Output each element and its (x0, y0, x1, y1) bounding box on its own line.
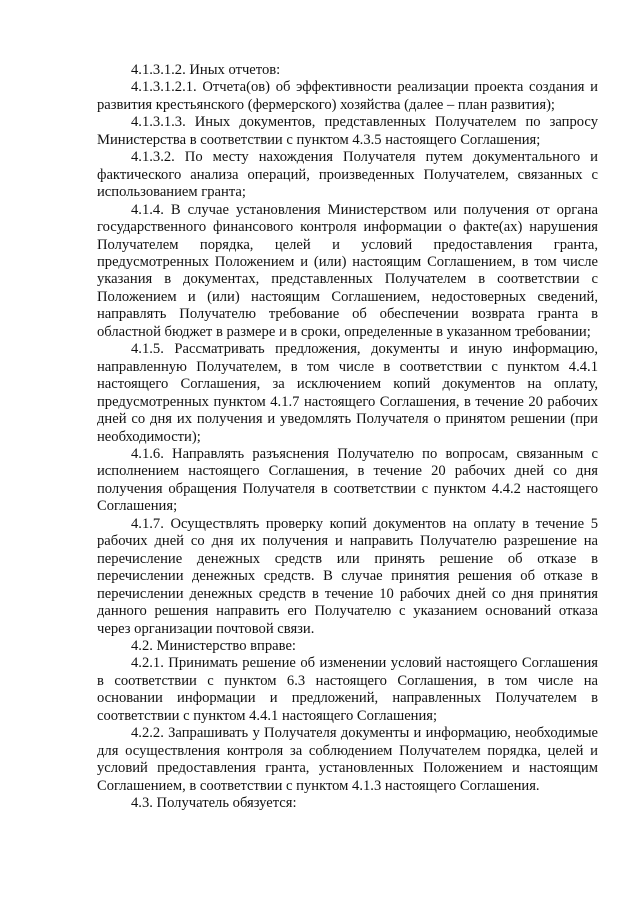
document-page (97, 62, 598, 812)
paragraph-4-1-3-1-2-1: 4.1.3.1.2.1. Отчета(ов) об эффективности реализации проекта создания и развития крестьянского (фермерского) хозяйства (далее – план развития); (97, 79, 598, 113)
paragraph-4-1-5: 4.1.5. Рассматривать предложения, документы и иную информацию, направленную Получателем, в том числе в соответствии с пунктом 4.4.1 настоящего Соглашения, за исключением копий документов на оплату, предусмотренных пунктом 4.1.7 настоящего Соглашения, в течение 20 рабочих дней со дня их получения и уведомлять Получателя о принятом решении (при необходимости); (97, 341, 598, 445)
paragraph-4-1-7: 4.1.7. Осуществлять проверку копий документов на оплату в течение 5 рабочих дней со дня их получения и направить Получателю разрешение на перечисление денежных средств или принять решение об отказе в перечислении денежных средств. В случае принятия решения об отказе в перечислении денежных средств в течение 10 рабочих дней со дня принятия данного решения направить его Получателю с указанием оснований отказа через организации почтовой связи. (97, 515, 598, 637)
paragraph-4-1-4: 4.1.4. В случае установления Министерством или получения от органа государственного финансового контроля информации о факте(ах) нарушения Получателем порядка, целей и условий предоставления гранта, предусмотренных Положением и (или) настоящим Соглашением, в том числе указания в документах, представленных Получателем в соответствии с Положением и (или) настоящим Соглашением, недостоверных сведений, направлять Получателю требование об обеспечении возврата гранта в областной бюджет в размере и в сроки, определенные в указанном требовании; (97, 201, 598, 340)
paragraph-4-1-6: 4.1.6. Направлять разъяснения Получателю по вопросам, связанным с исполнением настоящего Соглашения, в течение 20 рабочих дней со дня получения обращения Получателя в соответствии с пунктом 4.4.2 настоящего Соглашения; (97, 445, 598, 515)
paragraph-4-2-1: 4.2.1. Принимать решение об изменении условий настоящего Соглашения в соответствии с пунктом 6.3 настоящего Соглашения, в том числе на основании информации и предложений, направленных Получателем в соответствии с пунктом 4.4.1 настоящего Соглашения; (97, 655, 598, 724)
paragraph-4-3: 4.3. Получатель обязуется: (131, 795, 297, 812)
paragraph-4-1-3-1-3: 4.1.3.1.3. Иных документов, представленных Получателем по запросу Министерства в соответствии с пунктом 4.3.5 настоящего Соглашения; (97, 114, 598, 148)
paragraph-4-2: 4.2. Министерство вправе: (131, 637, 296, 654)
paragraph-4-1-3-1-2: 4.1.3.1.2. Иных отчетов: (131, 62, 281, 78)
paragraph-4-1-3-2: 4.1.3.2. По месту нахождения Получателя путем документального и фактического анализа операций, произведенных Получателем, связанных с использованием гранта; (97, 149, 598, 201)
paragraph-4-2-2: 4.2.2. Запрашивать у Получателя документы и информацию, необходимые для осуществления контроля за соблюдением Получателем порядка, целей и условий предоставления гранта, установленных Положением и настоящим Соглашением, в соответствии с пунктом 4.1.3 настоящего Соглашения. (97, 725, 598, 794)
